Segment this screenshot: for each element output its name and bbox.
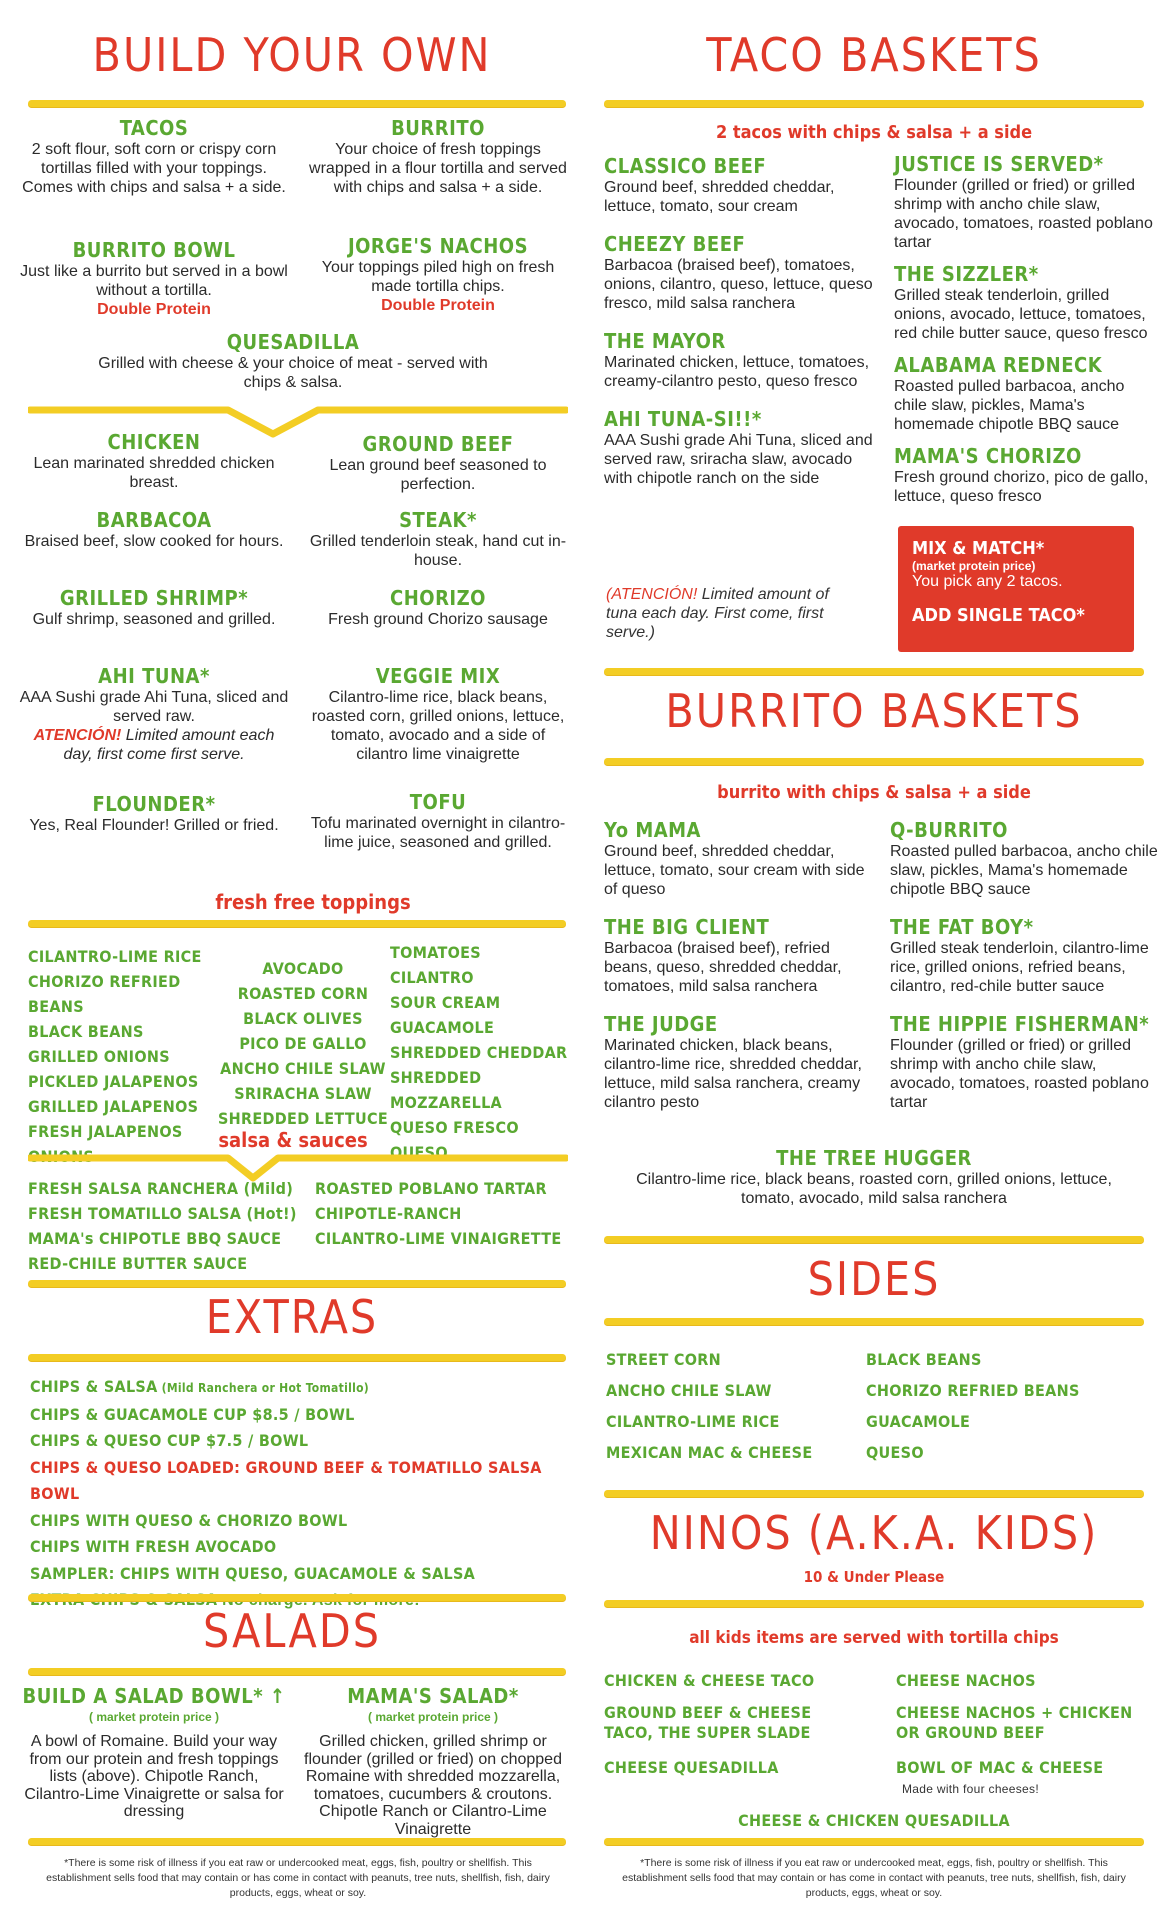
side-item: STREET CORN	[606, 1350, 722, 1369]
item-desc: Cilantro-lime rice, black beans, roasted corn, grilled onions, lettuce, tomato, avocado, mild salsa ranchera	[636, 1171, 1112, 1207]
item-desc: Fresh ground Chorizo sausage	[328, 611, 548, 628]
double-protein-note: Double Protein	[97, 301, 211, 318]
taco-baskets-title: TACO BASKETS	[706, 28, 1042, 82]
topping-item: ANCHO CHILE SLAW	[220, 1059, 386, 1078]
item-name: FLOUNDER*	[92, 792, 216, 816]
topping-item: BLACK OLIVES	[243, 1009, 363, 1028]
topping-item: CHORIZO REFRIED BEANS	[28, 972, 181, 1016]
item-desc: Ground beef, shredded cheddar, lettuce, tomato, sour cream with side of queso	[604, 843, 865, 898]
burrito-item	[308, 116, 568, 197]
side-item: BLACK BEANS	[866, 1350, 982, 1369]
kids-sub: all kids items are served with tortilla chips	[689, 1628, 1059, 1648]
basket-item	[604, 232, 874, 313]
extra-item	[30, 1534, 570, 1561]
topping-item: GRILLED ONIONS	[28, 1047, 170, 1066]
toppings-col-2	[218, 956, 388, 1131]
item-name: VEGGIE MIX	[375, 664, 501, 688]
item-name: THE JUDGE	[604, 1012, 718, 1036]
topping-item: SRIRACHA SLAW	[234, 1084, 372, 1103]
item-desc: Tofu marinated overnight in cilantro-lime juice, seasoned and grilled.	[310, 815, 566, 851]
double-protein-note: Double Protein	[381, 297, 495, 314]
toppings-col-3	[390, 940, 590, 1165]
item-desc: Grilled chicken, grilled shrimp or flounder (grilled or fried) on chopped Romaine with shredded mozzarella, tomatoes, cucumbers & croutons. Chipotle Ranch or Cilantro-Lime Vinaigrette	[304, 1733, 562, 1838]
basket-item	[604, 818, 874, 899]
item-desc: Flounder (grilled or fried) or grilled shrimp with ancho chile slaw, avocado, tomatoes, roasted poblano tartar	[894, 177, 1153, 251]
protein-item	[308, 432, 568, 494]
topping-item: ONIONS	[28, 1147, 95, 1166]
item-desc: Lean marinated shredded chicken breast.	[33, 455, 275, 491]
item-desc: Roasted pulled barbacoa, ancho chile slaw, pickles, Mama's homemade chipotle BBQ sauce	[890, 843, 1158, 898]
mamas-salad-item	[298, 1684, 568, 1838]
item-desc: Marinated chicken, lettuce, tomatoes, creamy-cilantro pesto, queso fresco	[604, 354, 870, 390]
extra-item	[30, 1402, 570, 1429]
topping-item: CILANTRO-LIME RICE	[28, 947, 202, 966]
side-item: ANCHO CHILE SLAW	[606, 1381, 772, 1400]
item-name: THE HIPPIE FISHERMAN*	[890, 1012, 1150, 1036]
topping-item: CILANTRO	[390, 968, 474, 987]
item-desc: Barbacoa (braised beef), refried beans, queso, shredded cheddar, tomatoes, mild salsa ranchera	[604, 940, 842, 995]
protein-item	[18, 508, 290, 551]
salads-title: SALADS	[203, 1604, 381, 1658]
item-name: TACOS	[119, 116, 189, 140]
protein-item	[18, 430, 290, 492]
mac-note: Made with four cheeses!	[902, 1782, 1039, 1796]
topping-item: BLACK BEANS	[28, 1022, 144, 1041]
topping-item: PICO DE GALLO	[239, 1034, 367, 1053]
divider	[604, 668, 1144, 675]
item-name: AHI TUNA-SI!!*	[604, 407, 762, 431]
protein-item	[308, 586, 568, 629]
burrito-left-list	[604, 818, 874, 1128]
extras-title: EXTRAS	[205, 1290, 379, 1344]
burrito-bowl-item	[18, 238, 290, 319]
taco-right-list	[894, 152, 1154, 516]
extra-small: (Mild Ranchera or Hot Tomatillo)	[157, 1381, 370, 1395]
side-item: MEXICAN MAC & CHEESE	[606, 1443, 813, 1462]
disclaimer: *There is some risk of illness if you eat raw or undercooked meat, eggs, fish, poultry or shellfish. This establishment sells food that may contain or has come in contact with peanuts, tree nuts, shellfish, fish, dairy products, eggs, wheat or soy.	[622, 1857, 1126, 1899]
kids-col-1	[604, 1668, 864, 1780]
topping-item: QUESO FRESCO	[390, 1118, 519, 1137]
item-name: JORGE'S NACHOS	[347, 234, 529, 258]
toppings-title: fresh free toppings	[215, 890, 411, 914]
item-name: STEAK*	[399, 508, 477, 532]
kids-item: GROUND BEEF & CHEESE TACO, THE SUPER SLADE	[604, 1703, 812, 1742]
divider	[604, 1838, 1144, 1845]
item-desc: Ground beef, shredded cheddar, lettuce, tomato, sour cream	[604, 179, 835, 215]
item-name: THE FAT BOY*	[890, 915, 1034, 939]
divider	[28, 1838, 566, 1845]
quesadilla-item	[88, 330, 498, 392]
item-name: CHORIZO	[390, 586, 486, 610]
divider	[28, 1594, 566, 1601]
topping-item: SOUR CREAM	[390, 993, 501, 1012]
divider	[604, 1490, 1144, 1497]
sides-col-2	[866, 1344, 1136, 1468]
kids-col-2	[896, 1668, 1136, 1799]
add-single-taco: ADD SINGLE TACO*	[912, 605, 1085, 626]
item-desc: Just like a burrito but served in a bowl without a tortilla.	[20, 263, 288, 299]
divider	[604, 1236, 1144, 1243]
item-desc: Your choice of fresh toppings wrapped in a flour tortilla and served with chips and salsa + a side.	[309, 141, 567, 196]
topping-item: AVOCADO	[262, 959, 344, 978]
item-desc: Grilled steak tenderloin, cilantro-lime rice, grilled onions, refried beans, cilantro, red-chile butter sauce	[890, 940, 1149, 995]
mix-match-title: MIX & MATCH*	[912, 538, 1045, 559]
protein-item	[308, 664, 568, 764]
item-sub: ( market protein price )	[367, 1710, 499, 1724]
alert-text: Limited amount each day, first come first serve.	[63, 727, 275, 763]
alert-note	[18, 726, 290, 764]
extra-item	[30, 1428, 570, 1455]
side-item: QUESO	[866, 1443, 924, 1462]
disclaimer: *There is some risk of illness if you eat raw or undercooked meat, eggs, fish, poultry or shellfish. This establishment sells food that may contain or has come in contact with peanuts, tree nuts, shellfish, fish, dairy products, eggs, wheat or soy.	[46, 1857, 550, 1899]
basket-item	[890, 915, 1160, 996]
basket-item	[604, 915, 874, 996]
extra-item	[30, 1374, 570, 1402]
side-item: CHORIZO REFRIED BEANS	[866, 1381, 1080, 1400]
item-name: ALABAMA REDNECK	[894, 353, 1103, 377]
protein-item	[18, 664, 290, 764]
divider	[604, 100, 1144, 107]
item-desc: Cilantro-lime rice, black beans, roasted corn, grilled onions, lettuce, tomato, avocado and a side of cilantro lime vinaigrette	[311, 689, 565, 763]
sauce-item: FRESH SALSA RANCHERA (Mild)	[28, 1179, 294, 1198]
item-desc: Fresh ground chorizo, pico de gallo, lettuce, queso fresco	[894, 469, 1149, 505]
basket-item	[604, 1012, 874, 1112]
sides-title: SIDES	[807, 1252, 941, 1306]
item-name: THE SIZZLER*	[894, 262, 1039, 286]
topping-item: QUESO	[390, 1143, 448, 1162]
extra-label: CHIPS & SALSA	[30, 1377, 158, 1396]
item-name: JUSTICE IS SERVED*	[894, 152, 1104, 176]
burrito-sub: burrito with chips & salsa + a side	[717, 782, 1031, 803]
item-desc: Your toppings piled high on fresh made tortilla chips.	[321, 259, 555, 295]
topping-item: ROASTED CORN	[237, 984, 369, 1003]
item-name: BURRITO	[391, 116, 485, 140]
item-name: THE MAYOR	[604, 329, 726, 353]
item-name: THE TREE HUGGER	[776, 1146, 972, 1170]
topping-item: SHREDDED MOZZARELLA	[390, 1068, 502, 1112]
item-name: AHI TUNA*	[98, 664, 210, 688]
item-name: CHICKEN	[107, 430, 201, 454]
topping-item: SHREDDED CHEDDAR	[390, 1043, 568, 1062]
sauce-item: ROASTED POBLANO TARTAR	[315, 1179, 547, 1198]
extras-list	[30, 1374, 570, 1615]
kids-item: CHICKEN & CHEESE TACO	[604, 1671, 815, 1690]
tuna-alert-label: (ATENCIÓN!	[606, 586, 698, 603]
basket-item	[604, 329, 874, 391]
item-sub: ( market protein price )	[88, 1710, 220, 1724]
side-item: CILANTRO-LIME RICE	[606, 1412, 780, 1431]
basket-item	[894, 353, 1154, 434]
arrow-up-icon: ↑	[269, 1684, 286, 1708]
basket-item	[894, 262, 1154, 343]
sides-col-1	[606, 1344, 856, 1468]
sauces-col-2	[315, 1176, 575, 1251]
item-desc: Grilled tenderloin steak, hand cut in-house.	[309, 533, 567, 569]
extra-item	[30, 1508, 570, 1535]
extra-label: CHIPS & QUESO CUP $7.5 / BOWL	[30, 1431, 309, 1450]
topping-item: GRILLED JALAPENOS	[28, 1097, 199, 1116]
nachos-item	[308, 234, 568, 315]
kids-item: CHEESE NACHOS	[896, 1671, 1036, 1690]
extra-label: CHIPS WITH FRESH AVOCADO	[30, 1537, 277, 1556]
item-desc: Yes, Real Flounder! Grilled or fried.	[29, 817, 279, 834]
sauces-col-1	[28, 1176, 318, 1276]
item-name: BURRITO BOWL	[72, 238, 236, 262]
divider	[604, 1318, 1144, 1325]
build-your-own-title: BUILD YOUR OWN	[92, 28, 492, 82]
protein-item	[18, 586, 290, 629]
kids-age: 10 & Under Please	[803, 1568, 945, 1586]
burrito-right-list	[890, 818, 1160, 1128]
item-name: TOFU	[409, 790, 467, 814]
tacos-item	[18, 116, 290, 197]
item-name: Yo MAMA	[604, 818, 701, 842]
sauce-item: CILANTRO-LIME VINAIGRETTE	[315, 1229, 562, 1248]
topping-item: TOMATOES	[390, 943, 481, 962]
item-name: MAMA'S SALAD*	[347, 1684, 519, 1708]
sauce-item: FRESH TOMATILLO SALSA (Hot!)	[28, 1204, 297, 1223]
basket-item	[604, 407, 874, 488]
extra-label: CHIPS & GUACAMOLE CUP $8.5 / BOWL	[30, 1404, 355, 1424]
sauce-item: CHIPOTLE-RANCH	[315, 1204, 462, 1223]
mix-match-box	[898, 526, 1134, 652]
item-name: CHEEZY BEEF	[604, 232, 746, 256]
side-item: GUACAMOLE	[866, 1412, 971, 1431]
item-desc: Lean ground beef seasoned to perfection.	[329, 457, 547, 493]
basket-item	[890, 818, 1160, 899]
item-name: BUILD A SALAD BOWL*	[22, 1684, 264, 1708]
alert-label: ATENCIÓN!	[33, 727, 122, 744]
taco-left-list	[604, 154, 874, 504]
tuna-alert	[606, 585, 856, 642]
item-desc: Marinated chicken, black beans, cilantro-lime rice, shredded cheddar, lettuce, mild salsa ranchera, creamy cilantro pesto	[604, 1037, 862, 1111]
item-name: MAMA'S CHORIZO	[894, 444, 1082, 468]
basket-item	[894, 152, 1154, 252]
item-desc: Barbacoa (braised beef), tomatoes, onions, cilantro, queso, lettuce, queso fresco, mild salsa ranchera	[604, 257, 873, 312]
item-name: Q-BURRITO	[890, 818, 1008, 842]
divider	[604, 758, 1144, 765]
mix-match-desc: You pick any 2 tacos.	[912, 573, 1063, 590]
item-desc: AAA Sushi grade Ahi Tuna, sliced and served raw, sriracha slaw, avocado with chipotle ranch on the side	[604, 432, 873, 487]
divider	[28, 1280, 566, 1287]
item-desc: A bowl of Romaine. Build your way from our protein and fresh toppings lists (above). Chipotle Ranch, Cilantro-Lime Vinaigrette or salsa for dressing	[24, 1733, 284, 1820]
item-desc: Braised beef, slow cooked for hours.	[24, 533, 284, 550]
basket-item	[604, 154, 874, 216]
item-name: THE BIG CLIENT	[604, 915, 770, 939]
item-desc: Gulf shrimp, seasoned and grilled.	[32, 611, 276, 628]
divider	[28, 100, 566, 107]
basket-item	[894, 444, 1154, 506]
divider	[28, 1354, 566, 1361]
item-desc: Grilled with cheese & your choice of meat - served with chips & salsa.	[98, 355, 488, 391]
item-desc: Flounder (grilled or fried) or grilled shrimp with ancho chile slaw, avocado, tomatoes, roasted poblano tartar	[890, 1037, 1149, 1111]
item-desc: Grilled steak tenderloin, grilled onions, avocado, lettuce, tomatoes, red chile butter sauce, queso fresco	[894, 287, 1148, 342]
topping-item: FRESH JALAPENOS	[28, 1122, 183, 1141]
item-name: GROUND BEEF	[362, 432, 514, 456]
divider	[604, 1600, 1144, 1607]
extra-label: SAMPLER: CHIPS WITH QUESO, GUACAMOLE & SALSA	[30, 1563, 476, 1583]
sauce-item: RED-CHILE BUTTER SAUCE	[28, 1254, 248, 1273]
kids-item: BOWL OF MAC & CHEESE	[896, 1758, 1104, 1777]
kids-title: NINOS (A.K.A. KIDS)	[649, 1506, 1099, 1560]
extra-item	[30, 1561, 570, 1588]
item-name: GRILLED SHRIMP*	[59, 586, 249, 610]
kids-last-item: CHEESE & CHICKEN QUESADILLA	[738, 1811, 1010, 1830]
tree-hugger-item	[604, 1146, 1144, 1208]
extra-label: CHIPS WITH QUESO & CHORIZO BOWL	[30, 1510, 348, 1530]
divider	[28, 1668, 566, 1675]
mix-match-price: (market protein price)	[912, 559, 1036, 573]
burrito-baskets-title: BURRITO BASKETS	[665, 684, 1083, 738]
extra-item	[30, 1455, 570, 1508]
sauce-item: MAMA's CHIPOTLE BBQ SAUCE	[28, 1229, 282, 1248]
kids-item: CHEESE NACHOS + CHICKEN OR GROUND BEEF	[896, 1703, 1133, 1742]
item-name: BARBACOA	[96, 508, 212, 532]
item-desc: AAA Sushi grade Ahi Tuna, sliced and served raw.	[19, 689, 289, 725]
protein-item	[308, 508, 568, 570]
sauces-title: salsa & sauces	[198, 1128, 388, 1152]
item-name: CLASSICO BEEF	[604, 154, 767, 178]
divider	[28, 920, 566, 927]
topping-item: GUACAMOLE	[390, 1018, 495, 1037]
protein-item	[308, 790, 568, 852]
item-desc: 2 soft flour, soft corn or crispy corn tortillas filled with your toppings. Comes with chips and salsa + a side.	[22, 141, 286, 196]
topping-item: PICKLED JALAPENOS	[28, 1072, 199, 1091]
kids-item: CHEESE QUESADILLA	[604, 1758, 779, 1777]
tuna-alert-text: Limited amount of tuna each day. First come, first serve.)	[606, 586, 829, 641]
topping-item: SHREDDED LETTUCE	[218, 1109, 388, 1128]
basket-item	[890, 1012, 1160, 1112]
build-salad-item	[18, 1684, 290, 1821]
taco-sub: 2 tacos with chips & salsa + a side	[715, 122, 1033, 143]
item-desc: Roasted pulled barbacoa, ancho chile slaw, pickles, Mama's homemade chipotle BBQ sauce	[894, 378, 1125, 433]
protein-item	[18, 792, 290, 835]
extra-label: CHIPS & QUESO LOADED: GROUND BEEF & TOMATILLO SALSA BOWL	[30, 1457, 542, 1503]
item-name: QUESADILLA	[226, 330, 360, 354]
